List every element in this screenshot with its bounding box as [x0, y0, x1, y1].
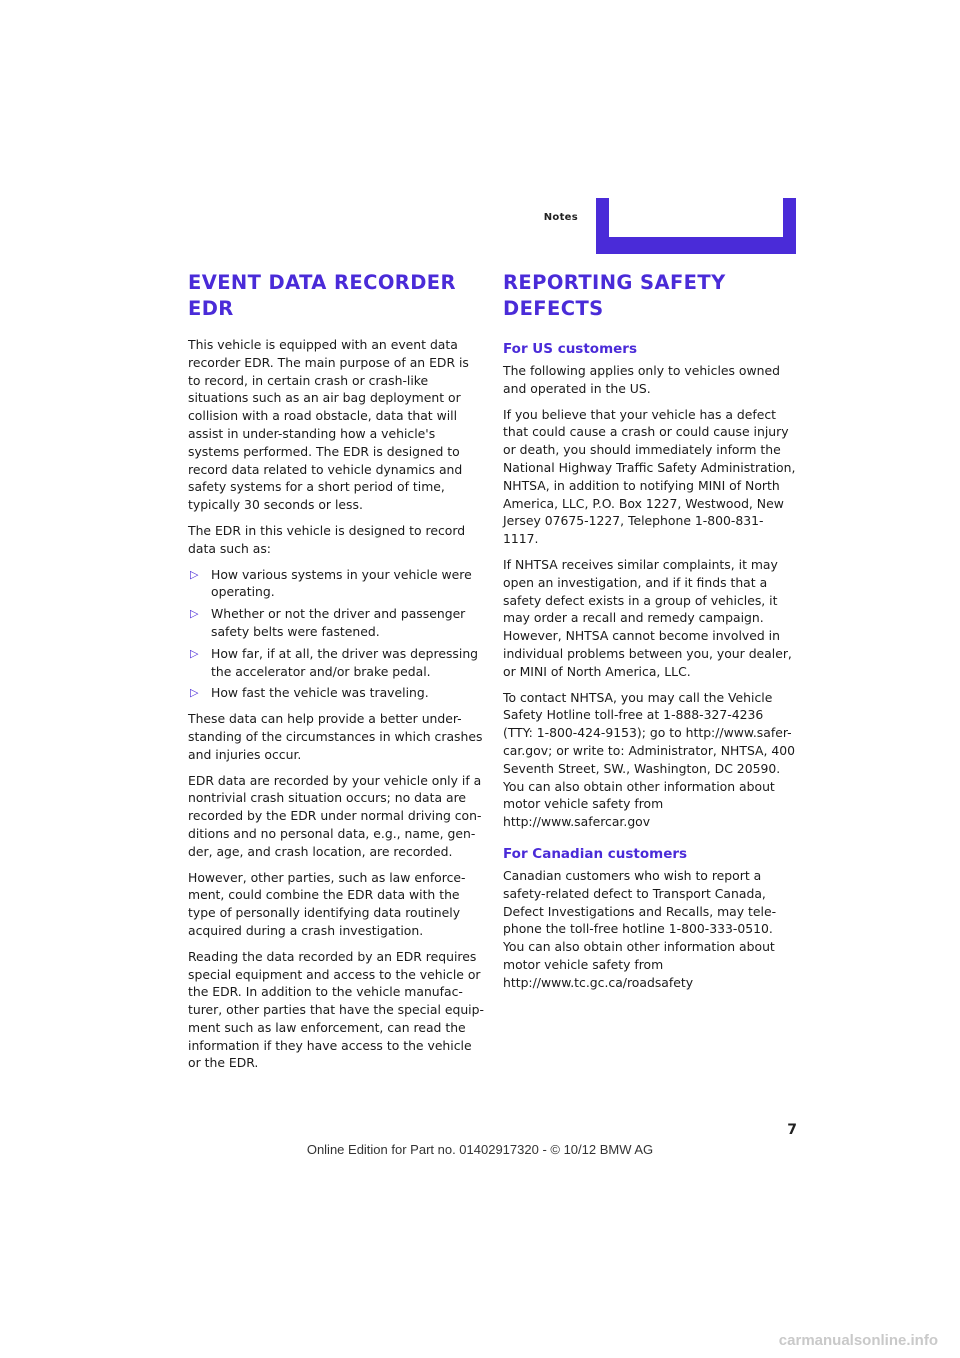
us-paragraph-1: The following applies only to vehicles owned and operated in the US.: [503, 363, 780, 396]
right-column: [503, 270, 797, 1000]
edr-heading: EVENT DATA RECORDER EDR: [188, 271, 456, 320]
edr-data-intro: The EDR in this vehicle is designed to record data such as:: [188, 522, 466, 556]
bullet-arrow-icon: ▷: [190, 607, 199, 621]
section-tab: [596, 198, 796, 254]
us-customers-heading: For US customers: [503, 341, 637, 357]
us-paragraph-2: If you believe that your vehicle has a defect that could cause a crash or could cause injury or death, you should immediately inform the National Highway Traffic Safety Administration, NHTSA, in addition to notifying MINI of North America, LLC, P.O. Box 1227, Westwood, New Jersey 07675-1227, Telephone 1-800-831-1117.: [503, 406, 796, 547]
left-column: [188, 270, 484, 1080]
list-item: ▷ Whether or not the driver and passenger safety belts were fastened.: [190, 606, 466, 639]
section-label: Notes: [543, 212, 578, 223]
page-number: 7: [787, 1122, 797, 1138]
canada-paragraph-1: Canadian customers who wish to report a safety-related defect to Transport Canada, Defect Investigations and Recalls, may tele-phone the toll-free hotline 1-800-333-0510. You can also obtain other information about motor vehicle safety from http://www.tc.gc.ca/roadsafety: [503, 867, 777, 990]
edr-paragraph-3: These data can help provide a better under-standing of the circumstances in which crashes and injuries occur.: [188, 711, 483, 762]
list-item: ▷ How various systems in your vehicle were operating.: [190, 566, 472, 600]
bullet-arrow-icon: ▷: [190, 567, 199, 581]
us-paragraph-3: If NHTSA receives similar complaints, it may open an investigation, and if it finds that a safety defect exists in a group of vehicles, it may order a recall and remedy campaign. However, NHTSA cannot become involved in individual problems between you, your dealer, or MINI of North America, LLC.: [503, 556, 792, 679]
edr-paragraph-6: Reading the data recorded by an EDR requires special equipment and access to the vehicle or the EDR. In addition to the vehicle manufac-turer, other parties that have the special equip-ment such as law enforcement, can read the information if they have access to the vehicle or the EDR.: [188, 948, 484, 1071]
bullet-arrow-icon: ▷: [190, 646, 199, 660]
canadian-customers-heading: For Canadian customers: [503, 845, 688, 862]
edr-paragraph-5: However, other parties, such as law enforce-ment, could combine the EDR data with the type of personally identifying data routinely acquired during a crash investigation.: [188, 869, 466, 938]
bullet-arrow-icon: ▷: [190, 686, 199, 700]
edr-paragraph-4: EDR data are recorded by your vehicle only if a nontrivial crash situation occurs; no data are recorded by the EDR under normal driving con-ditions and no personal data, e.g., name, gen-der, age, and crash location, are recorded.: [188, 772, 482, 859]
edr-intro: This vehicle is equipped with an event data recorder EDR. The main purpose of an EDR is to record, in certain crash or crash-like situations such as an air bag deployment or collision with a road obstacle, data that will assist in under-standing how a vehicle's systems performed. The EDR is designed to record data related to vehicle dynamics and safety systems for a short period of time, typically 30 seconds or less.: [188, 337, 469, 513]
footer-edition: Online Edition for Part no. 01402917320 - © 10/12 BMW AG: [306, 1142, 654, 1157]
list-item: ▷ How fast the vehicle was traveling.: [190, 685, 429, 701]
safety-defects-heading: REPORTING SAFETY DEFECTS: [503, 271, 726, 320]
list-item: ▷ How far, if at all, the driver was depressing the accelerator and/or brake pedal.: [190, 645, 479, 679]
us-paragraph-4: To contact NHTSA, you may call the Vehicle Safety Hotline toll-free at 1-888-327-4236 (TTY: 1-800-424-9153); go to http://www.safer-car.gov; or write to: Administrator, NHTSA, 400 Seventh Street, SW., Washington, DC 20590. You can also obtain other information about motor vehicle safety from http://www.safercar.gov: [503, 689, 796, 830]
edr-data-list: [188, 566, 484, 703]
watermark-logo: carmanualsonline.info: [778, 1332, 938, 1349]
